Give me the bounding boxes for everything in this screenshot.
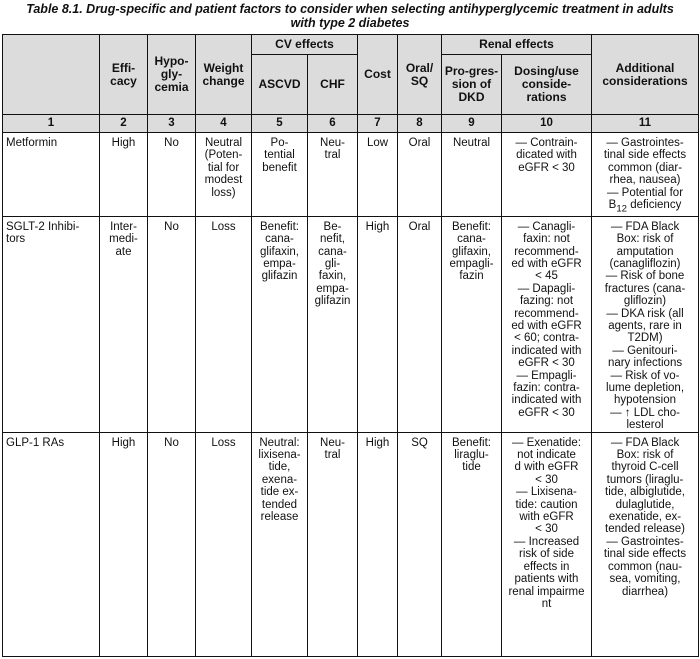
b12-subscript: 12 bbox=[616, 203, 627, 215]
dosing-cell bbox=[502, 432, 592, 656]
header-additional: Additional considerations bbox=[592, 35, 699, 115]
table-row-glp1 bbox=[3, 432, 699, 656]
cell-line: eGFR < 30 bbox=[518, 406, 575, 419]
cell-line: Loss bbox=[211, 436, 236, 449]
cell-line: Neutral: bbox=[259, 436, 300, 449]
cell-line: tral bbox=[324, 449, 341, 462]
column-number: 1 bbox=[3, 115, 100, 133]
cell-line: cana- bbox=[265, 233, 294, 246]
cell-line: cana- bbox=[457, 233, 486, 246]
weight-cell bbox=[196, 133, 252, 217]
cell-line: eGFR < 30 bbox=[518, 357, 575, 370]
cell-line: Inter- bbox=[110, 220, 137, 233]
header-cv-effects: CV effects bbox=[252, 35, 358, 55]
cell-line: — Gastrointes- bbox=[606, 535, 684, 548]
cell-line: — Gastrointes- bbox=[606, 137, 684, 149]
column-number: 10 bbox=[502, 115, 592, 133]
cell-line: dulaglutide, bbox=[615, 498, 675, 511]
cell-line: indicated with bbox=[511, 344, 582, 357]
b12-prefix: B bbox=[608, 199, 617, 212]
header-dkd-progression: Pro-gres-sion of DKD bbox=[442, 55, 502, 115]
additional-cell bbox=[592, 216, 699, 432]
cell-line: tential bbox=[264, 149, 295, 162]
cell-line: recommend- bbox=[514, 245, 579, 258]
hypoglycemia-cell: No bbox=[148, 133, 196, 217]
cell-line: ed with eGFR bbox=[511, 319, 582, 332]
dkd-cell bbox=[442, 432, 502, 656]
table-row-metformin bbox=[3, 133, 699, 217]
cell-line: dicated with bbox=[516, 149, 577, 162]
header-hypoglycemia: Hypo-gly-cemia bbox=[148, 35, 196, 115]
cell-line: < 30 bbox=[535, 523, 558, 536]
cell-line: modest bbox=[204, 174, 243, 187]
header-efficacy: Effi-cacy bbox=[100, 35, 148, 115]
column-number: 6 bbox=[308, 115, 358, 133]
cell-line: glifaxin, bbox=[260, 245, 299, 258]
hypoglycemia-cell: No bbox=[148, 216, 196, 432]
cell-line: Po- bbox=[270, 137, 289, 149]
drug-name: SGLT-2 Inhibi-tors bbox=[3, 216, 100, 432]
efficacy-cell: High bbox=[100, 133, 148, 217]
additional-cell bbox=[592, 432, 699, 656]
cell-line: tinal side effects bbox=[603, 149, 687, 162]
cell-line: Be- bbox=[323, 220, 342, 233]
chf-cell bbox=[308, 432, 358, 656]
cell-line: renal impairme bbox=[508, 585, 585, 598]
cell-line: — Increased bbox=[513, 535, 580, 548]
cell-line: empa- bbox=[316, 282, 349, 295]
table-row-sglt2 bbox=[3, 216, 699, 432]
cell-line: — Potential for bbox=[606, 186, 684, 199]
cell-line: Benefit: bbox=[452, 436, 491, 449]
cell-line: < 60; contra- bbox=[514, 332, 579, 345]
cell-line: sea, vomiting, bbox=[609, 573, 681, 586]
cell-line: — Canagli- bbox=[517, 220, 576, 233]
cell-line: loss) bbox=[211, 186, 236, 199]
cell-line: benefit bbox=[262, 161, 297, 174]
cell-line: faxin, bbox=[318, 270, 347, 283]
cell-line: Neu- bbox=[320, 137, 345, 149]
weight-cell bbox=[196, 216, 252, 432]
route-cell: Oral bbox=[398, 216, 442, 432]
cell-line: Neu- bbox=[320, 436, 345, 449]
dkd-cell bbox=[442, 216, 502, 432]
cell-line: tide ex- bbox=[260, 486, 299, 499]
cell-line: with eGFR bbox=[519, 511, 574, 524]
header-chf: CHF bbox=[308, 55, 358, 115]
cell-line: tial for bbox=[207, 161, 240, 174]
cell-line: — Exenatide: bbox=[511, 436, 582, 449]
cell-line: — Genitouri- bbox=[612, 344, 678, 357]
cell-line: fazing: not bbox=[519, 295, 574, 308]
cell-line: — Dapagli- bbox=[517, 282, 576, 295]
cell-line: glifazin bbox=[314, 295, 351, 308]
dosing-cell bbox=[502, 133, 592, 217]
header-weight-change: Weight change bbox=[196, 35, 252, 115]
cell-line: hypotension bbox=[614, 394, 677, 407]
cell-line: liraglu- bbox=[454, 449, 489, 462]
cell-line: nefit, bbox=[320, 233, 345, 246]
cell-line: Benefit: bbox=[260, 220, 299, 233]
header-dosing: Dosing/use conside-rations bbox=[502, 55, 592, 115]
ascvd-cell bbox=[252, 133, 308, 217]
column-number: 7 bbox=[358, 115, 398, 133]
cost-cell: High bbox=[358, 216, 398, 432]
cell-line: — FDA Black bbox=[610, 436, 680, 449]
cell-line: lume depletion, bbox=[606, 382, 685, 395]
cell-line: — Empagli- bbox=[516, 369, 577, 382]
drug-name: Metformin bbox=[3, 133, 100, 217]
cell-line: fazin bbox=[459, 270, 484, 283]
b12-line bbox=[594, 199, 696, 216]
cell-line: Neutral bbox=[452, 137, 491, 149]
cell-line: ate bbox=[115, 245, 132, 258]
drug-factors-table bbox=[2, 34, 699, 657]
header-ascvd: ASCVD bbox=[252, 55, 308, 115]
cell-line: exena- bbox=[261, 473, 298, 486]
cell-line: — ↑ LDL cho- bbox=[610, 406, 680, 419]
cell-line: lesterol bbox=[626, 419, 664, 432]
column-number: 5 bbox=[252, 115, 308, 133]
cell-line: tide, albiglutide, bbox=[605, 486, 685, 499]
cell-line: glifaxin, bbox=[452, 245, 491, 258]
route-cell: SQ bbox=[398, 432, 442, 656]
column-number: 8 bbox=[398, 115, 442, 133]
hypoglycemia-cell: No bbox=[148, 432, 196, 656]
cell-line: exenatide, ex- bbox=[608, 511, 682, 524]
column-number: 2 bbox=[100, 115, 148, 133]
b12-suffix: deficiency bbox=[627, 199, 682, 212]
cell-line: fazin: contra- bbox=[513, 382, 580, 395]
header-drug bbox=[3, 35, 100, 115]
cell-line: rhea, nausea) bbox=[609, 174, 681, 187]
cell-line: nt bbox=[541, 597, 552, 610]
cell-line: not indicate bbox=[517, 449, 576, 462]
cell-line: empagli- bbox=[449, 257, 494, 270]
cell-line: fractures (cana- bbox=[604, 282, 686, 295]
table-caption bbox=[0, 0, 700, 30]
cell-line: — Risk of vo- bbox=[610, 369, 680, 382]
efficacy-cell: High bbox=[100, 432, 148, 656]
cost-cell: High bbox=[358, 432, 398, 656]
route-cell: Oral bbox=[398, 133, 442, 217]
cell-line: tended release) bbox=[605, 523, 685, 536]
cell-line: indicated with bbox=[511, 394, 582, 407]
cell-line: gli- bbox=[324, 257, 341, 270]
cell-line: — FDA Black bbox=[610, 220, 680, 233]
cell-line: (canagliflozin) bbox=[609, 257, 681, 270]
cell-line: release bbox=[260, 511, 299, 524]
ascvd-cell bbox=[252, 432, 308, 656]
cell-line: agents, rare in bbox=[608, 319, 682, 332]
cell-line: tral bbox=[324, 149, 341, 162]
cell-line: recommend- bbox=[514, 307, 579, 320]
cell-line: medi- bbox=[109, 233, 138, 246]
cell-line: lixisena- bbox=[258, 449, 301, 462]
cell-line: eGFR < 30 bbox=[518, 161, 575, 174]
cell-line: Benefit: bbox=[452, 220, 491, 233]
additional-lines bbox=[594, 137, 696, 199]
cell-line: Box: risk of bbox=[616, 449, 674, 462]
cell-line: cana- bbox=[318, 245, 347, 258]
column-number: 4 bbox=[196, 115, 252, 133]
cell-line: (Poten- bbox=[204, 149, 243, 162]
cell-line: tumors (liraglu- bbox=[606, 473, 684, 486]
cell-line: Loss bbox=[211, 220, 236, 233]
dkd-cell bbox=[442, 133, 502, 217]
header-cost: Cost bbox=[358, 35, 398, 115]
caption-line-2: with type 2 diabetes bbox=[290, 16, 410, 30]
cell-line: — Lixisena- bbox=[516, 486, 577, 499]
cell-line: risk of side bbox=[519, 548, 574, 561]
ascvd-cell bbox=[252, 216, 308, 432]
column-number: 9 bbox=[442, 115, 502, 133]
caption-line-1: Table 8.1. Drug-specific and patient factors to consider when selecting antihyperglycemic treatment in adults bbox=[26, 2, 674, 16]
header-renal-effects: Renal effects bbox=[442, 35, 592, 55]
cell-line: amputation bbox=[616, 245, 674, 258]
cell-line: gliflozin) bbox=[623, 295, 667, 308]
cell-line: common (nau- bbox=[607, 560, 683, 573]
cell-line: nary infections bbox=[607, 357, 683, 370]
cell-line: thyroid C-cell bbox=[611, 461, 679, 474]
cell-line: tide: caution bbox=[515, 498, 578, 511]
cell-line: ed with eGFR bbox=[511, 257, 582, 270]
cell-line: empa- bbox=[263, 257, 296, 270]
dosing-cell bbox=[502, 216, 592, 432]
cell-line: T2DM) bbox=[627, 332, 663, 345]
cell-line: diarrhea) bbox=[622, 585, 669, 598]
cell-line: Box: risk of bbox=[616, 233, 674, 246]
cell-line: tide, bbox=[268, 461, 291, 474]
cell-line: tinal side effects bbox=[603, 548, 687, 561]
weight-cell bbox=[196, 432, 252, 656]
column-number: 11 bbox=[592, 115, 699, 133]
cost-cell: Low bbox=[358, 133, 398, 217]
additional-cell bbox=[592, 133, 699, 217]
drug-name: GLP-1 RAs bbox=[3, 432, 100, 656]
cell-line: — Contrain- bbox=[515, 137, 578, 149]
cell-line: tended bbox=[261, 498, 298, 511]
column-number: 3 bbox=[148, 115, 196, 133]
cell-line: effects in bbox=[523, 560, 570, 573]
efficacy-cell bbox=[100, 216, 148, 432]
cell-line: common (diar- bbox=[607, 161, 683, 174]
cell-line: — DKA risk (all bbox=[606, 307, 684, 320]
cell-line: patients with bbox=[514, 573, 579, 586]
chf-cell bbox=[308, 133, 358, 217]
cell-line: Neutral bbox=[204, 137, 243, 149]
cell-line: < 30 bbox=[535, 473, 558, 486]
cell-line: tide bbox=[462, 461, 481, 474]
cell-line: < 45 bbox=[535, 270, 558, 283]
cell-line: — Risk of bone bbox=[605, 270, 685, 283]
header-route: Oral/ SQ bbox=[398, 35, 442, 115]
cell-line: glifazin bbox=[261, 270, 298, 283]
column-number-row bbox=[3, 115, 699, 133]
cell-line: faxin: not bbox=[523, 233, 570, 246]
chf-cell bbox=[308, 216, 358, 432]
cell-line: d with eGFR bbox=[514, 461, 579, 474]
